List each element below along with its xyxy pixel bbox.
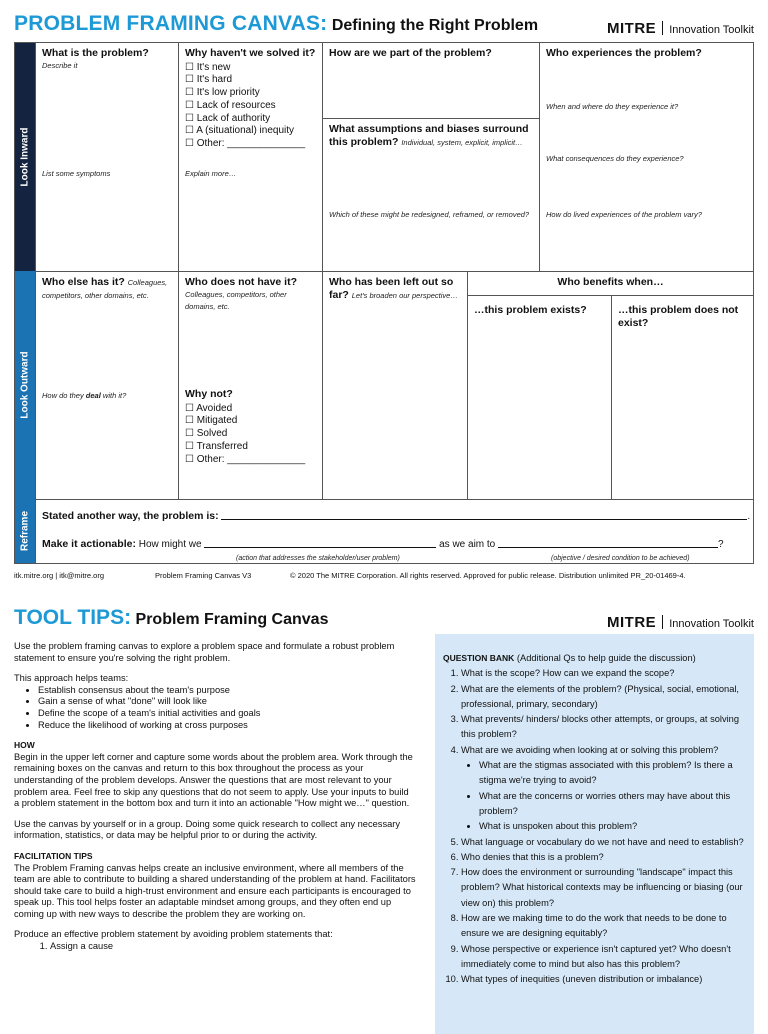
question-list xyxy=(443,666,746,987)
hint-consequences: What consequences do they experience? xyxy=(546,154,684,163)
checkbox-option[interactable]: ☐ A (situational) inequity xyxy=(185,125,295,137)
hint-action: (action that addresses the stakeholder/user problem) xyxy=(236,555,400,562)
cell-assumptions-biases[interactable] xyxy=(322,118,539,271)
action-line[interactable] xyxy=(204,547,436,548)
band-look-outward: Look Outward xyxy=(15,271,35,499)
stated-line[interactable] xyxy=(221,519,747,520)
hint-describe: Describe it xyxy=(42,60,78,70)
question-why-not: Why not? xyxy=(185,388,233,400)
hint-symptoms: List some symptoms xyxy=(42,169,111,178)
checkbox-option[interactable]: ☐ Transferred xyxy=(185,440,248,452)
tooltips-title: TOOL TIPS: Problem Framing Canvas xyxy=(14,606,329,629)
question-item: 10. What types of inequities (uneven distribution or imbalance) xyxy=(461,972,746,987)
label-actionable: Make it actionable: xyxy=(42,537,136,550)
how-paragraph-1: Begin in the upper left corner and capture some words about the problem area. Work through the remaining boxes on the canvas and return to this box throughout the process as your understanding of the problem develops. Answer the questions that are most relevant to your problem area. Feel free to skip any questions that do not seem to apply. Use your inputs to build a problem statement in the bottom box and turn it into an actionable "How might we…" question. xyxy=(14,751,413,809)
question-who-experiences: Who experiences the problem? xyxy=(546,47,702,59)
hint-objective: (objective / desired condition to be achieved) xyxy=(551,555,690,562)
intro-text: Use the problem framing canvas to explore a problem space and formulate a robust problem statement to ensure you're solving the right problem. xyxy=(14,641,395,663)
objective-line[interactable] xyxy=(498,547,718,548)
checkbox-option[interactable]: ☐ Mitigated xyxy=(185,415,238,427)
toolkit-label: Innovation Toolkit xyxy=(669,24,754,36)
checkbox-option[interactable]: ☐ It's hard xyxy=(185,74,233,86)
tooltips-body xyxy=(14,641,416,953)
cell-how-part-of-problem[interactable] xyxy=(322,43,539,118)
checkbox-option[interactable]: ☐ It's new xyxy=(185,61,231,73)
checkbox-option[interactable]: ☐ Avoided xyxy=(185,402,233,414)
how-paragraph-2: Use the canvas by yourself or in a group. Doing some quick research to collect any necessary information, statistics, or data may be helpful prior to or during the activity. xyxy=(14,818,401,841)
cell-who-else-has-it[interactable] xyxy=(35,271,178,499)
cell-problem-not-exists[interactable] xyxy=(611,295,753,499)
question-sublist xyxy=(461,758,746,834)
question-who-benefits: Who benefits when… xyxy=(557,276,664,288)
checkbox-option[interactable]: ☐ Other: ______________ xyxy=(185,453,306,465)
checkbox-option[interactable]: ☐ Lack of authority xyxy=(185,112,271,124)
stated-another-way-row[interactable]: Stated another way, the problem is: . xyxy=(42,510,751,522)
hint-lived-experiences: How do lived experiences of the problem vary? xyxy=(546,210,702,219)
question-item: 6. Who denies that this is a problem? xyxy=(461,850,746,865)
page-title xyxy=(14,12,538,36)
label-as-we-aim: as we aim to xyxy=(439,538,496,550)
checkbox-option[interactable]: ☐ Solved xyxy=(185,428,228,440)
list-item: 1. Assign a cause xyxy=(50,941,416,953)
question-how-part: How are we part of the problem? xyxy=(329,47,492,59)
cell-problem-exists[interactable] xyxy=(467,295,611,499)
cell-who-left-out[interactable] xyxy=(322,271,467,499)
helps-label: This approach helps teams: xyxy=(14,673,129,684)
list-item: • Reduce the likelihood of working at cross purposes xyxy=(38,720,416,732)
facilitation-heading: FACILITATION TIPS xyxy=(14,850,93,861)
checkbox-option[interactable]: ☐ Lack of resources xyxy=(185,99,276,111)
produce-text: Produce an effective problem statement by avoiding problem statements that: xyxy=(14,929,333,940)
title-subtitle: Defining the Right Problem xyxy=(331,17,539,34)
cell-who-experiences[interactable] xyxy=(539,43,753,271)
question-bank xyxy=(435,634,754,1034)
question-subitem: • What are the concerns or worries others may have about this problem? xyxy=(479,789,746,820)
cell-what-is-problem[interactable] xyxy=(35,43,178,271)
facilitation-paragraph: The Problem Framing canvas helps create an inclusive environment, where all members of the team are able to contribute to building a shared understanding of the problem at hand. Facilitators should take care to build a high-trust environment and ensure each participants is encouraged to speak up. This tool helps foster an adaptable mindset among groups, and they often end up coming up with new ways to describe the problem they are working on. xyxy=(14,862,416,919)
toolkit-label: Innovation Toolkit xyxy=(669,618,754,630)
produce-list xyxy=(14,941,416,953)
question-who-does-not: Who does not have it? xyxy=(185,276,297,288)
hint-colleagues: Colleagues, competitors, other domains, etc. xyxy=(185,289,287,311)
band-reframe: Reframe xyxy=(15,499,35,563)
cell-reframe[interactable] xyxy=(35,499,753,563)
hint-explain-more: Explain more… xyxy=(185,169,237,178)
cell-who-does-not-have[interactable] xyxy=(178,271,322,499)
brand-lockup-2 xyxy=(607,614,754,631)
cell-why-not-solved[interactable] xyxy=(178,43,322,271)
question-problem-exists: …this problem exists? xyxy=(474,304,587,316)
actionable-row[interactable]: Make it actionable: How might we as we aim to ? xyxy=(42,537,724,550)
question-item: 1. What is the scope? How can we expand the scope? xyxy=(461,666,746,681)
cell-who-benefits xyxy=(467,271,753,295)
question-what-is-problem: What is the problem? xyxy=(42,47,149,59)
question-why-not-solved: Why haven't we solved it? xyxy=(185,47,316,59)
footer-contact[interactable]: itk.mitre.org | itk@mitre.org xyxy=(14,571,104,580)
question-subitem: • What are the stigmas associated with this problem? Is there a stigma we're trying to avoid? xyxy=(479,758,746,789)
checkbox-option[interactable]: ☐ It's low priority xyxy=(185,87,260,99)
question-who-left-out: Who has been left out so far? Let's broaden our perspective… xyxy=(329,276,458,301)
question-who-else: Who else has it? Colleagues, competitors, other domains, etc. xyxy=(42,276,168,300)
footer-version: Problem Framing Canvas V3 xyxy=(155,571,252,580)
list-item: • Gain a sense of what "done" will look like xyxy=(38,696,416,708)
question-bank-heading: QUESTION BANK (Additional Qs to help guide the discussion) xyxy=(443,653,696,663)
how-heading: HOW xyxy=(14,740,35,751)
question-item: 2. What are the elements of the problem? (Physical, social, emotional, professional, primary, secondary) xyxy=(461,682,746,713)
question-item: 9. Whose perspective or experience isn't captured yet? Who doesn't immediately come to mind but also has this problem? xyxy=(461,942,746,973)
problem-framing-canvas xyxy=(14,42,754,564)
mitre-logo: MITRE xyxy=(607,20,657,37)
hint-redesigned: Which of these might be redesigned, reframed, or removed? xyxy=(329,210,530,219)
label-stated: Stated another way, the problem is: xyxy=(42,510,219,522)
brand-lockup xyxy=(607,20,754,37)
hint-when-where: When and where do they experience it? xyxy=(546,102,679,111)
list-item: • Establish consensus about the team's purpose xyxy=(38,685,416,697)
question-assumptions: What assumptions and biases surround this problem? Individual, system, explicit, implicit… xyxy=(329,123,529,148)
question-subitem: • What is unspoken about this problem? xyxy=(479,819,746,834)
hint-how-deal: How do they deal with it? xyxy=(42,391,127,400)
question-problem-not-exists: …this problem does not exist? xyxy=(618,304,739,329)
list-item: • Define the scope of a team's initial activities and goals xyxy=(38,708,416,720)
question-item: 8. How are we making time to do the work that needs to be done to ensure we are designing equitably? xyxy=(461,911,746,942)
mitre-logo: MITRE xyxy=(607,614,657,631)
label-how-might-we: How might we xyxy=(138,538,202,550)
title-main: PROBLEM FRAMING CANVAS: xyxy=(14,12,328,35)
band-look-inward: Look Inward xyxy=(15,43,35,271)
question-item: 4. What are we avoiding when looking at or solving this problem? • What are the stigmas associated with this problem? Is there a stigma we're trying to avoid? • What are the concerns or worries others may have about this problem? • What is unspoken about this problem? xyxy=(461,743,746,835)
question-item: 5. What language or vocabulary do we not have and need to establish? xyxy=(461,835,746,850)
footer-copyright: © 2020 The MITRE Corporation. All rights reserved. Approved for public release. Distribution unlimited PR_20-01469-4. xyxy=(290,571,686,580)
checkbox-option[interactable]: ☐ Other: ______________ xyxy=(185,138,306,150)
helps-list xyxy=(14,685,416,731)
question-item: 3. What prevents/ hinders/ blocks other attempts, or groups, at solving this problem? xyxy=(461,712,746,743)
question-item: 7. How does the environment or surrounding "landscape" impact this problem? What historical contexts may be influencing or biasing (our view on) this problem? xyxy=(461,865,746,911)
